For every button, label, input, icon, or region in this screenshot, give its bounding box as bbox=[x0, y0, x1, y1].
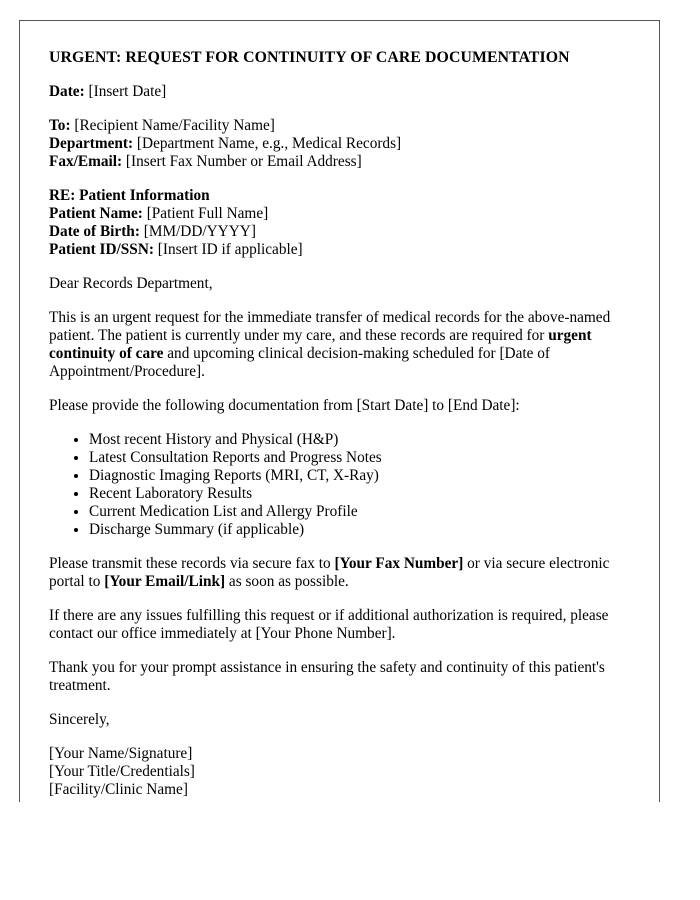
patient-block bbox=[49, 187, 634, 259]
intro-text-1: This is an urgent request for the immediate transfer of medical records for the above-named patient. The patient is currently under my care, and these records are required for bbox=[49, 309, 611, 344]
dob-value: [MM/DD/YYYY] bbox=[139, 223, 256, 240]
signature-facility: [Facility/Clinic Name] bbox=[49, 781, 188, 798]
letter-page bbox=[19, 20, 660, 802]
date-label: Date: bbox=[49, 83, 85, 100]
signature-name: [Your Name/Signature] bbox=[49, 745, 193, 762]
date-line bbox=[49, 83, 634, 101]
fax-email-line bbox=[49, 153, 634, 171]
patient-name-label: Patient Name: bbox=[49, 205, 143, 222]
patient-name-line bbox=[49, 205, 634, 223]
patient-name-value: [Patient Full Name] bbox=[142, 205, 269, 222]
transmit-text-1: Please transmit these records via secure fax to bbox=[49, 555, 335, 572]
recipient-block bbox=[49, 117, 634, 171]
fax-email-value: [Insert Fax Number or Email Address] bbox=[122, 153, 362, 170]
salutation: Dear Records Department, bbox=[49, 275, 213, 292]
fax-email-label: Fax/Email: bbox=[49, 153, 123, 170]
thanks-paragraph: Thank you for your prompt assistance in ensuring the safety and continuity of this patient's treatment. bbox=[49, 659, 605, 694]
dob-line bbox=[49, 223, 634, 241]
signature-title: [Your Title/Credentials] bbox=[49, 763, 195, 780]
transmit-text-3: as soon as possible. bbox=[225, 573, 349, 590]
to-line bbox=[49, 117, 634, 135]
list-item: • Recent Laboratory Results bbox=[89, 485, 634, 503]
date-value: [Insert Date] bbox=[84, 83, 167, 100]
intro-text-2: and upcoming clinical decision-making scheduled for [Date of Appointment/Procedure]. bbox=[49, 345, 550, 380]
department-line bbox=[49, 135, 634, 153]
transmit-paragraph bbox=[49, 555, 634, 591]
department-value: [Department Name, e.g., Medical Records] bbox=[133, 135, 402, 152]
closing: Sincerely, bbox=[49, 711, 110, 728]
list-item: • Current Medication List and Allergy Profile bbox=[89, 503, 634, 521]
letter-title: URGENT: REQUEST FOR CONTINUITY OF CARE DOCUMENTATION bbox=[49, 49, 570, 66]
patient-info-heading: RE: Patient Information bbox=[49, 187, 210, 204]
patient-id-line bbox=[49, 241, 634, 259]
fax-number-placeholder: [Your Fax Number] bbox=[334, 555, 464, 572]
list-item: • Most recent History and Physical (H&P) bbox=[89, 431, 634, 449]
to-label: To: bbox=[49, 117, 71, 134]
patient-id-label: Patient ID/SSN: bbox=[49, 241, 154, 258]
intro-emphasis: urgent continuity of care bbox=[49, 327, 592, 362]
to-value: [Recipient Name/Facility Name] bbox=[70, 117, 275, 134]
document-list bbox=[49, 431, 634, 539]
list-item: • Discharge Summary (if applicable) bbox=[89, 521, 634, 539]
request-line: Please provide the following documentation from [Start Date] to [End Date]: bbox=[49, 397, 520, 414]
transmit-text-2: or via secure electronic portal to bbox=[49, 555, 610, 590]
intro-paragraph bbox=[49, 309, 634, 381]
dob-label: Date of Birth: bbox=[49, 223, 140, 240]
letter-body bbox=[49, 49, 634, 799]
list-item: • Diagnostic Imaging Reports (MRI, CT, X-Ray) bbox=[89, 467, 634, 485]
patient-id-value: [Insert ID if applicable] bbox=[153, 241, 303, 258]
list-item: • Latest Consultation Reports and Progress Notes bbox=[89, 449, 634, 467]
department-label: Department: bbox=[49, 135, 134, 152]
issues-paragraph: If there are any issues fulfilling this request or if additional authorization is required, please contact our office immediately at [Your Phone Number]. bbox=[49, 607, 609, 642]
email-link-placeholder: [Your Email/Link] bbox=[104, 573, 226, 590]
signature-block bbox=[49, 745, 634, 799]
